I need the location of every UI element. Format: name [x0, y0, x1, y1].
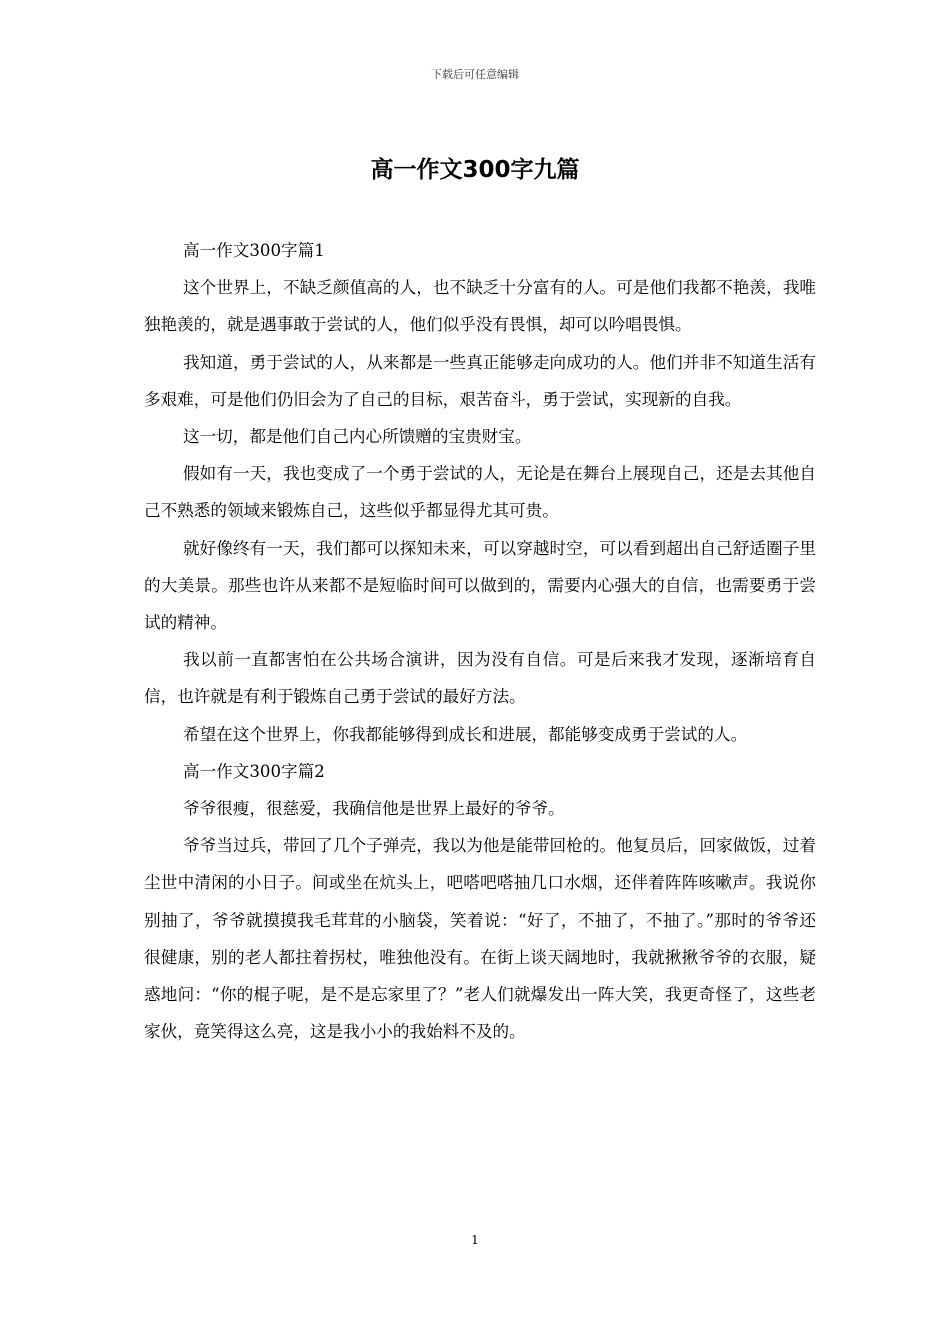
paragraph: 就好像终有一天，我们都可以探知未来，可以穿越时空，可以看到超出自己舒适圈子里的大美景。那些也许从来都不是短临时间可以做到的，需要内心强大的自信，也需要勇于尝试的精神。	[144, 538, 816, 633]
page-number: 1	[471, 1233, 479, 1247]
paragraph: 希望在这个世界上，你我都能够得到成长和进展，都能够变成勇于尝试的人。	[183, 724, 748, 744]
document-body	[144, 232, 816, 1050]
section-heading-2: 高一作文300字篇2	[183, 761, 325, 781]
paragraph: 我以前一直都害怕在公共场合演讲，因为没有自信。可是后来我才发现，逐渐培育自信，也许就是有利于锻炼自己勇于尝试的最好方法。	[144, 650, 816, 707]
paragraph: 我知道，勇于尝试的人，从来都是一些真正能够走向成功的人。他们并非不知道生活有多艰难，可是他们仍旧会为了自己的目标，艰苦奋斗，勇于尝试，实现新的自我。	[144, 352, 816, 409]
header-note: 下载后可任意编辑	[431, 68, 519, 81]
section-heading-1: 高一作文300字篇1	[183, 241, 325, 260]
paragraph: 这个世界上，不缺乏颜值高的人，也不缺乏十分富有的人。可是他们我都不艳羡，我唯独艳羡的，就是遇事敢于尝试的人，他们似乎没有畏惧，却可以吟唱畏惧。	[144, 278, 816, 335]
paragraph: 假如有一天，我也变成了一个勇于尝试的人，无论是在舞台上展现自己，还是去其他自己不熟悉的领域来锻炼自己，这些似乎都显得尤其可贵。	[144, 464, 816, 521]
paragraph: 这一切，都是他们自己内心所馈赠的宝贵财宝。	[183, 427, 532, 447]
paragraph: 爷爷很瘦，很慈爱，我确信他是世界上最好的爷爷。	[183, 799, 565, 819]
document-title: 高一作文300字九篇	[370, 157, 580, 183]
paragraph: 爷爷当过兵，带回了几个子弹壳，我以为他是能带回枪的。他复员后，回家做饭，过着尘世中清闲的小日子。间或坐在炕头上，吧嗒吧嗒抽几口水烟，还伴着阵阵咳嗽声。我说你别抽了，爷爷就摸摸我毛茸茸的小脑袋，笑着说：“好了，不抽了，不抽了。”那时的爷爷还很健康，别的老人都拄着拐杖，唯独他没有。在街上谈天阔地时，我就揪揪爷爷的衣服，疑惑地问：“你的棍子呢，是不是忘家里了？”老人们就爆发出一阵大笑，我更奇怪了，这些老家伙，竟笑得这么亮，这是我小小的我始料不及的。	[144, 836, 816, 1042]
